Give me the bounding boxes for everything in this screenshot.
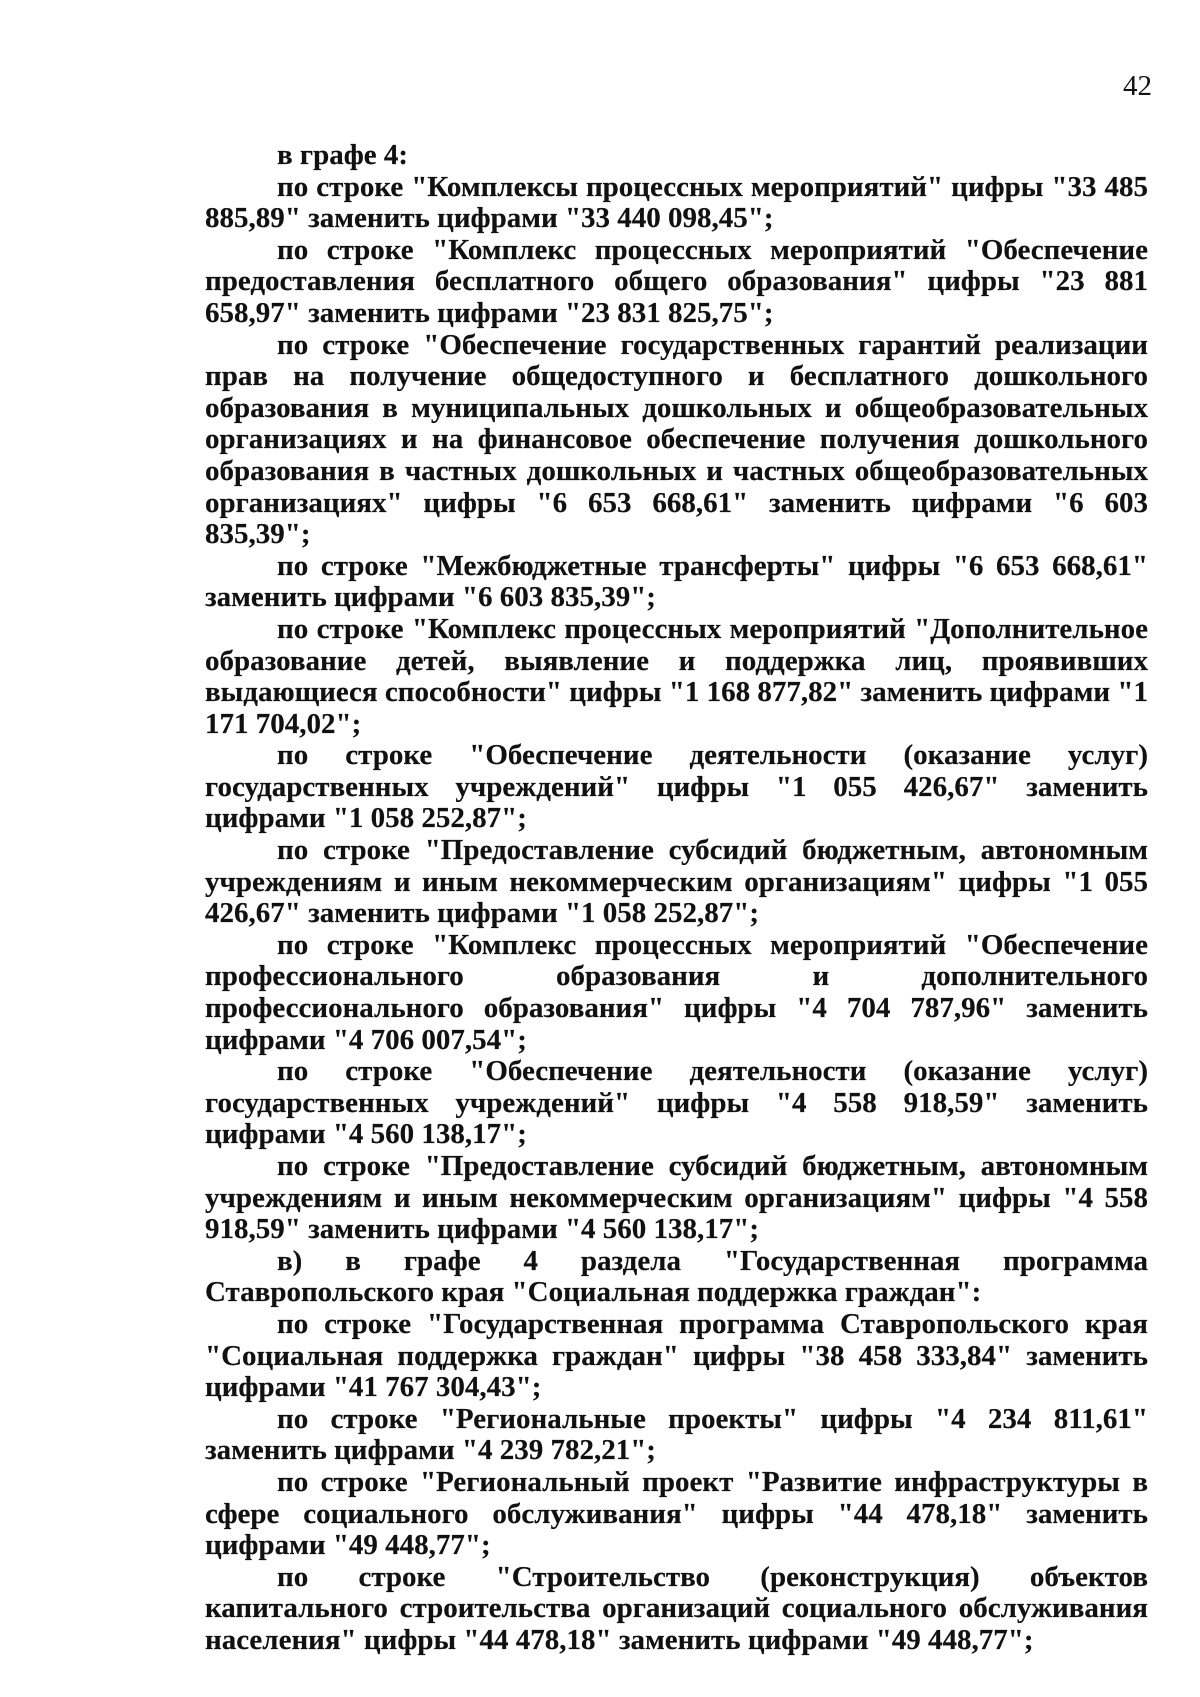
paragraph: по строке "Комплексы процессных мероприятий" цифры "33 485 885,89" заменить цифрами "33 440 098,45"; [205,170,1148,235]
paragraph: по строке "Комплекс процессных мероприятий "Дополнительное образование детей, выявление и поддержка лиц, проявивших выдающиеся способности" цифры "1 168 877,82" заменить цифрами "1 171 704,02"; [205,612,1148,740]
paragraph: по строке "Региональный проект "Развитие инфраструктуры в сфере социального обслуживания" цифры "44 478,18" заменить цифрами "49 448,77"; [205,1465,1148,1562]
paragraph: по строке "Обеспечение государственных гарантий реализации прав на получение общедоступного и бесплатного дошкольного образования в муниципальных дошкольных и общеобразовательных организациях и на финансовое обеспечение получения дошкольного образования в частных дошкольных и частных общеобразовательных организациях" цифры "6 653 668,61" заменить цифрами "6 603 835,39"; [205,328,1148,551]
paragraph: по строке "Предоставление субсидий бюджетным, автономным учреждениям и иным некоммерческим организациям" цифры "1 055 426,67" заменить цифрами "1 058 252,87"; [205,834,1148,930]
paragraph: по строке "Строительство (реконструкция) объектов капитального строительства организаций социального обслуживания населения" цифры "44 478,18" заменить цифрами "49 448,77"; [205,1560,1148,1656]
paragraph: по строке "Межбюджетные трансферты" цифры "6 653 668,61" заменить цифрами "6 603 835,39"; [205,549,1148,614]
paragraph: по строке "Региональные проекты" цифры "4 234 811,61" заменить цифрами "4 239 782,21"; [205,1402,1148,1467]
paragraph: по строке "Предоставление субсидий бюджетным, автономным учреждениям и иным некоммерческим организациям" цифры "4 558 918,59" заменить цифрами "4 560 138,17"; [205,1150,1148,1246]
paragraph-section-heading: в) в графе 4 раздела "Государственная программа Ставропольского края "Социальная поддержка граждан": [205,1244,1148,1309]
paragraph-column-heading: в графе 4: [277,139,409,171]
paragraph: по строке "Обеспечение деятельности (оказание услуг) государственных учреждений" цифры "1 055 426,67" заменить цифрами "1 058 252,87"; [205,739,1148,835]
paragraph: по строке "Обеспечение деятельности (оказание услуг) государственных учреждений" цифры "4 558 918,59" заменить цифрами "4 560 138,17"; [205,1055,1148,1151]
paragraph: по строке "Комплекс процессных мероприятий "Обеспечение профессионального образования и дополнительного профессионального образования" цифры "4 704 787,96" заменить цифрами "4 706 007,54"; [205,928,1148,1056]
document-body [205,140,1148,1657]
paragraph: по строке "Комплекс процессных мероприятий "Обеспечение предоставления бесплатного общего образования" цифры "23 881 658,97" заменить цифрами "23 831 825,75"; [205,233,1148,329]
page-number: 42 [1123,70,1152,102]
paragraph: по строке "Государственная программа Ставропольского края "Социальная поддержка граждан" цифры "38 458 333,84" заменить цифрами "41 767 304,43"; [205,1307,1148,1404]
